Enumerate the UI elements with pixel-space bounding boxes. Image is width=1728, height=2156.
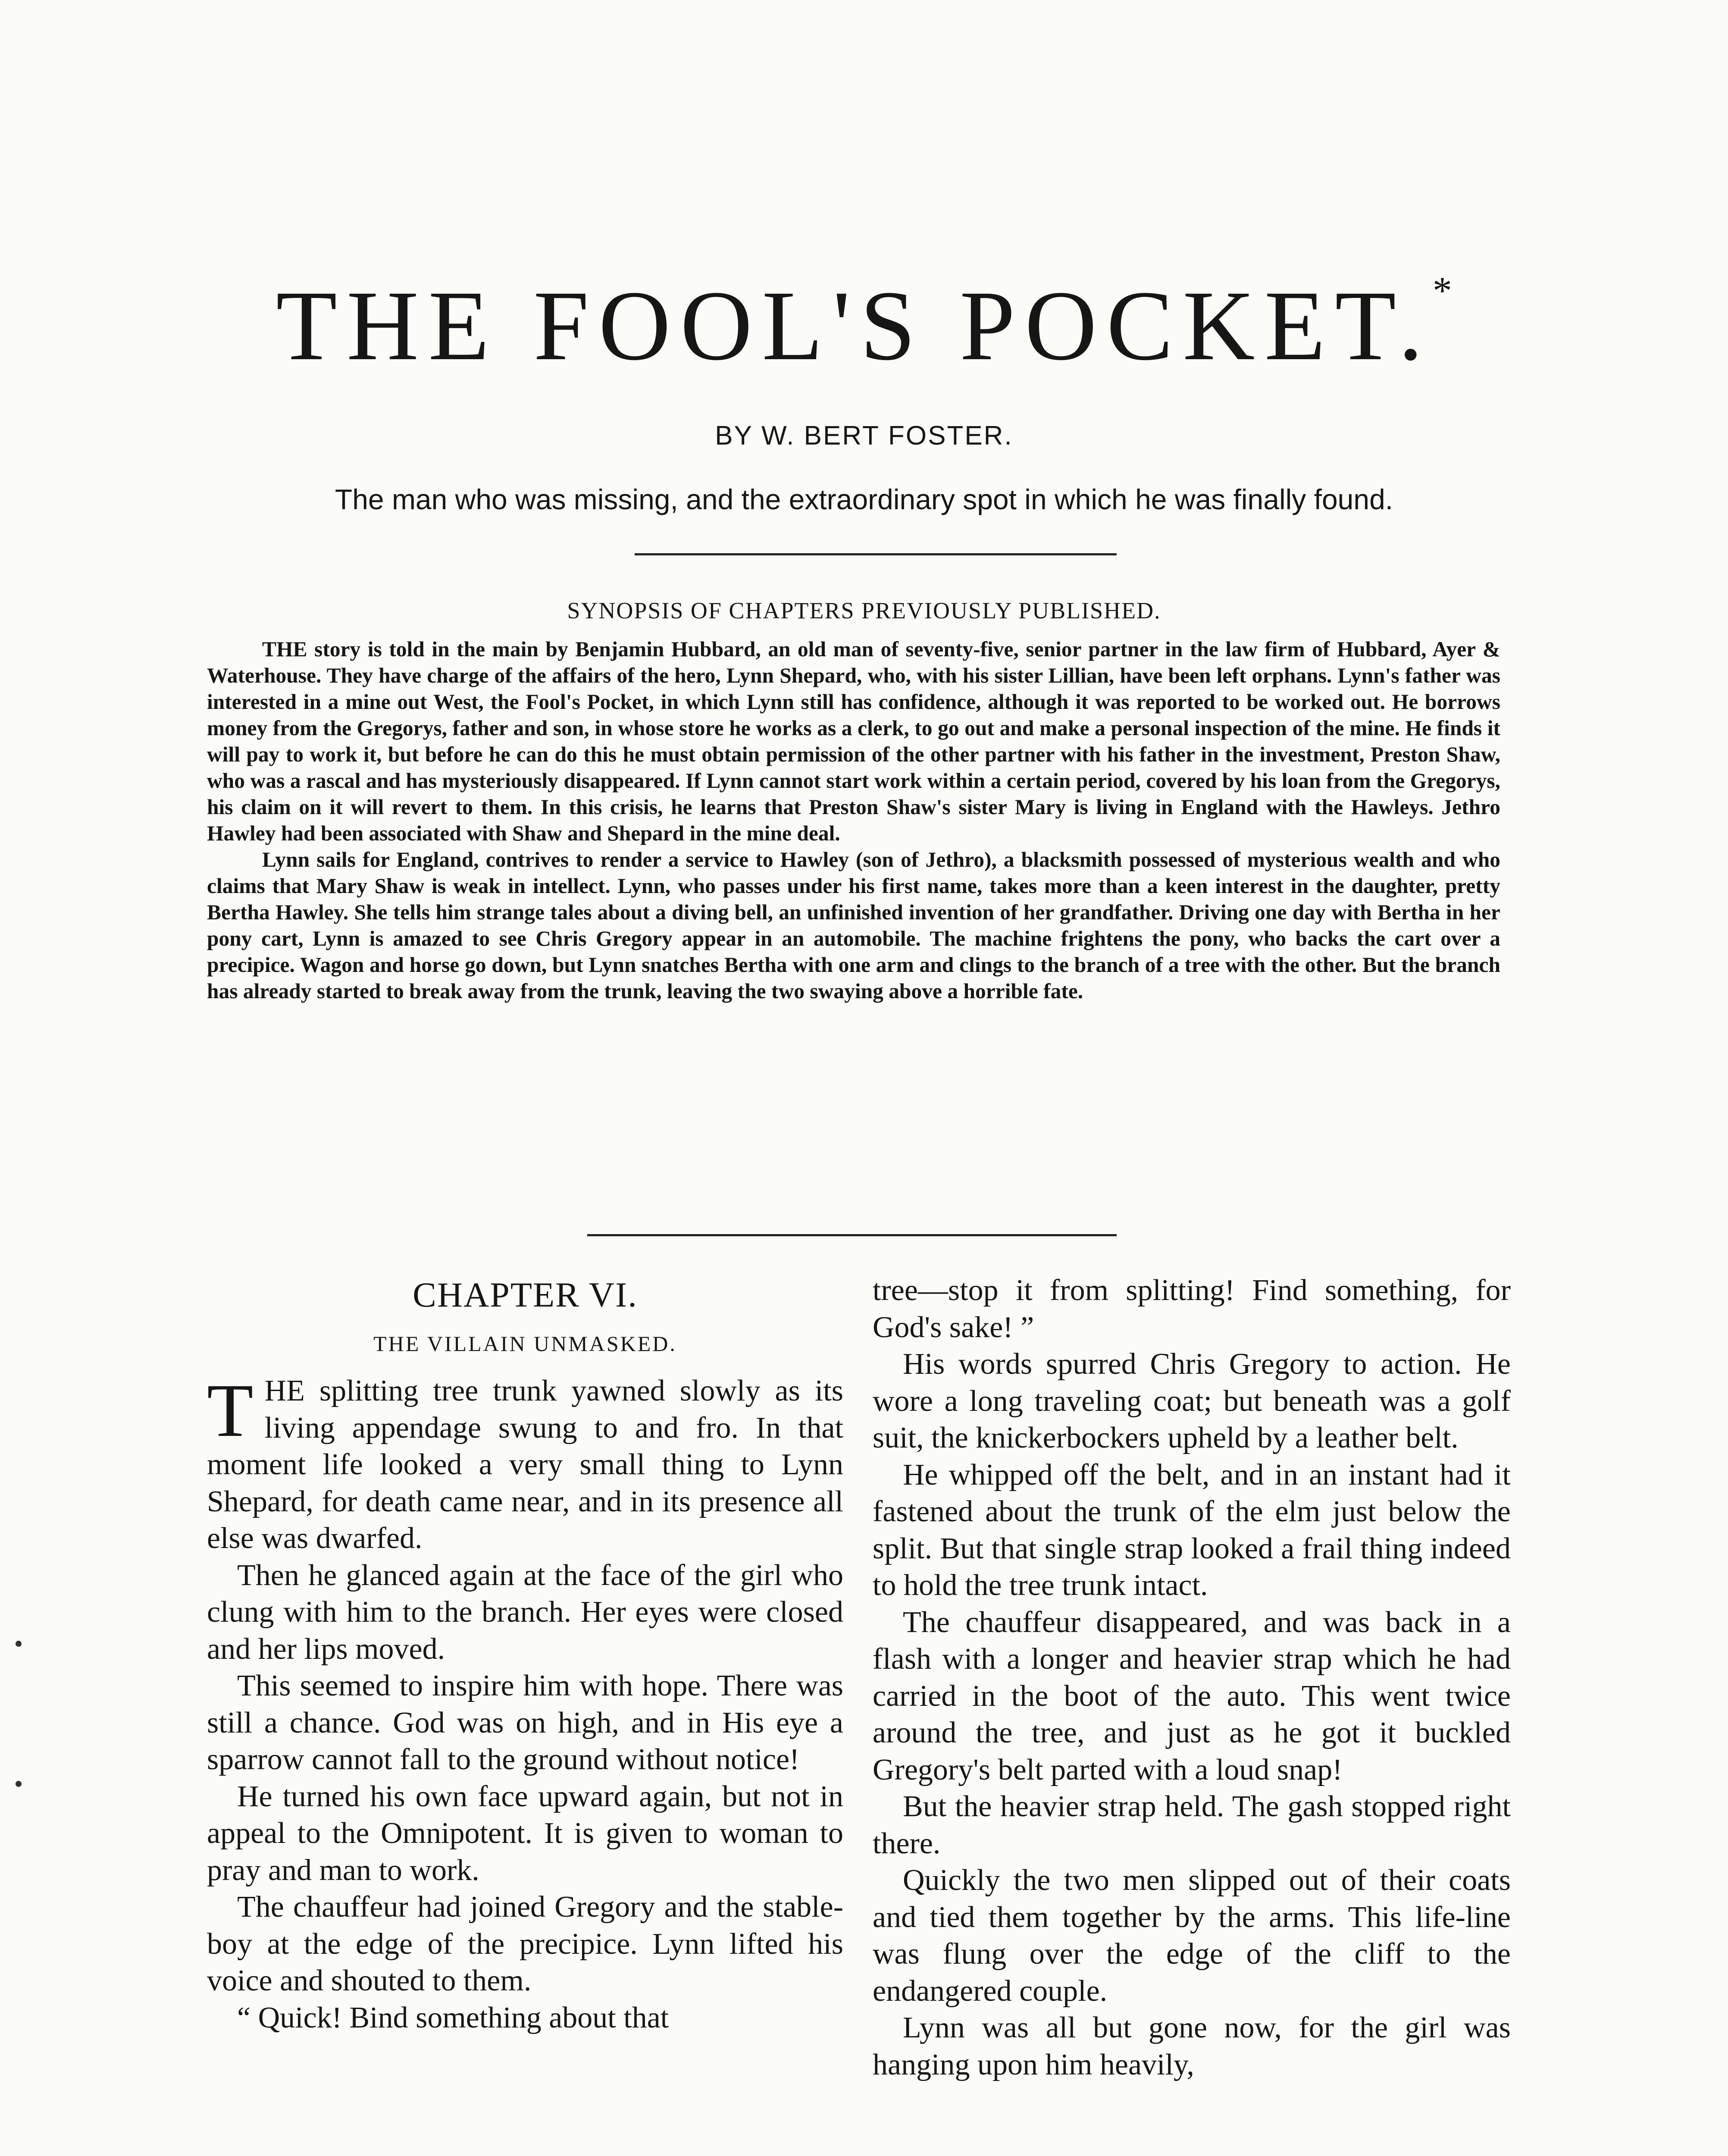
title-footnote-marker: *: [1432, 270, 1452, 312]
story-title: [0, 270, 1728, 381]
body-paragraph: The chauffeur had joined Gregory and the stable-boy at the edge of the precipice. Lynn lifted his voice and shouted to them.: [207, 1890, 843, 1997]
body-paragraph: He whipped off the belt, and in an instant had it fastened about the trunk of the elm just below the split. But that single strap looked a frail thing indeed to hold the tree trunk intact.: [873, 1458, 1511, 1602]
text-column-left: [207, 1276, 843, 2036]
tagline: The man who was missing, and the extraordinary spot in which he was finally found.: [335, 483, 1393, 515]
body-paragraph: Then he glanced again at the face of the girl who clung with him to the branch. Her eyes were closed and her lips moved.: [207, 1558, 843, 1666]
body-paragraph: Lynn was all but gone now, for the girl was hanging upon him heavily,: [873, 2011, 1511, 2081]
body-paragraph: “ Quick! Bind something about that: [237, 2001, 669, 2034]
story-title-text: THE FOOL'S POCKET.: [276, 270, 1433, 381]
body-paragraph: tree—stop it from splitting! Find something, for God's sake! ”: [873, 1274, 1511, 1344]
divider-rule-bottom: [587, 1234, 1117, 1236]
body-paragraph: Quickly the two men slipped out of their coats and tied them together by the arms. This life-line was flung over the edge of the cliff to the endangered couple.: [873, 1864, 1511, 2008]
synopsis-paragraph: Lynn sails for England, contrives to render a service to Hawley (son of Jethro), a blacksmith possessed of mysterious wealth and who claims that Mary Shaw is weak in intellect. Lynn, who passes under his first name, takes more than a keen interest in the daughter, pretty Bertha Hawley. She tells him strange tales about a diving bell, an unfinished invention of her grandfather. Driving one day with Bertha in her pony cart, Lynn is amazed to see Chris Gregory appear in an automobile. The machine frightens the pony, who backs the cart over a precipice. Wagon and horse go down, but Lynn snatches Bertha with one arm and clings to the branch of a tree with the other. But the branch has already started to break away from the trunk, leaving the two swaying above a horrible fate.: [207, 848, 1500, 1003]
chapter-subtitle: THE VILLAIN UNMASKED.: [373, 1331, 677, 1356]
body-paragraph: This seemed to inspire him with hope. There was still a chance. God was on high, and in His eye a sparrow cannot fall to the ground without notice!: [207, 1669, 843, 1776]
body-paragraph: He turned his own face upward again, but not in appeal to the Omnipotent. It is given to woman to pray and man to work.: [207, 1780, 843, 1887]
drop-cap: T: [207, 1369, 254, 1453]
body-paragraph: But the heavier strap held. The gash stopped right there.: [873, 1790, 1511, 1860]
chapter-title: CHAPTER VI.: [413, 1275, 638, 1314]
first-paragraph-text: HE splitting tree trunk yawned slowly as its living appendage swung to and fro. In that moment life looked a very small thing to Lynn Shepard, for death came near, and in its presence all else was dwarfed.: [207, 1374, 843, 1555]
synopsis-heading: SYNOPSIS OF CHAPTERS PREVIOUSLY PUBLISHED.: [567, 598, 1161, 624]
margin-speck: [16, 1641, 22, 1647]
divider-rule-top: [635, 553, 1117, 555]
body-paragraph: The chauffeur disappeared, and was back in a flash with a longer and heavier strap which he had carried in the boot of the auto. This went twice around the tree, and just as he got it buckled Gregory's belt parted with a loud snap!: [873, 1605, 1511, 1786]
margin-speck: [16, 1781, 22, 1787]
text-column-right: [873, 1272, 1511, 2083]
body-paragraph: His words spurred Chris Gregory to action. He wore a long traveling coat; but beneath was a golf suit, the knickerbockers upheld by a leather belt.: [873, 1348, 1511, 1454]
synopsis-paragraph: THE story is told in the main by Benjamin Hubbard, an old man of seventy-five, senior partner in the law firm of Hubbard, Ayer & Waterhouse. They have charge of the affairs of the hero, Lynn Shepard, who, with his sister Lillian, have been left orphans. Lynn's father was interested in a mine out West, the Fool's Pocket, in which Lynn still has confidence, although it was reported to be worked out. He borrows money from the Gregorys, father and son, in whose store he works as a clerk, to go out and make a personal inspection of the mine. He finds it will pay to work it, but before he can do this he must obtain permission of the other partner with his father in the investment, Preston Shaw, who was a rascal and has mysteriously disappeared. If Lynn cannot start work within a certain period, covered by his loan from the Gregorys, his claim on it will revert to them. In this crisis, he learns that Preston Shaw's sister Mary is living in England with the Hawleys. Jethro Hawley had been associated with Shaw and Shepard in the mine deal.: [207, 637, 1500, 845]
synopsis-block: [207, 636, 1500, 1004]
byline: BY W. BERT FOSTER.: [715, 421, 1013, 451]
chapter-first-paragraph: [207, 1369, 843, 1557]
